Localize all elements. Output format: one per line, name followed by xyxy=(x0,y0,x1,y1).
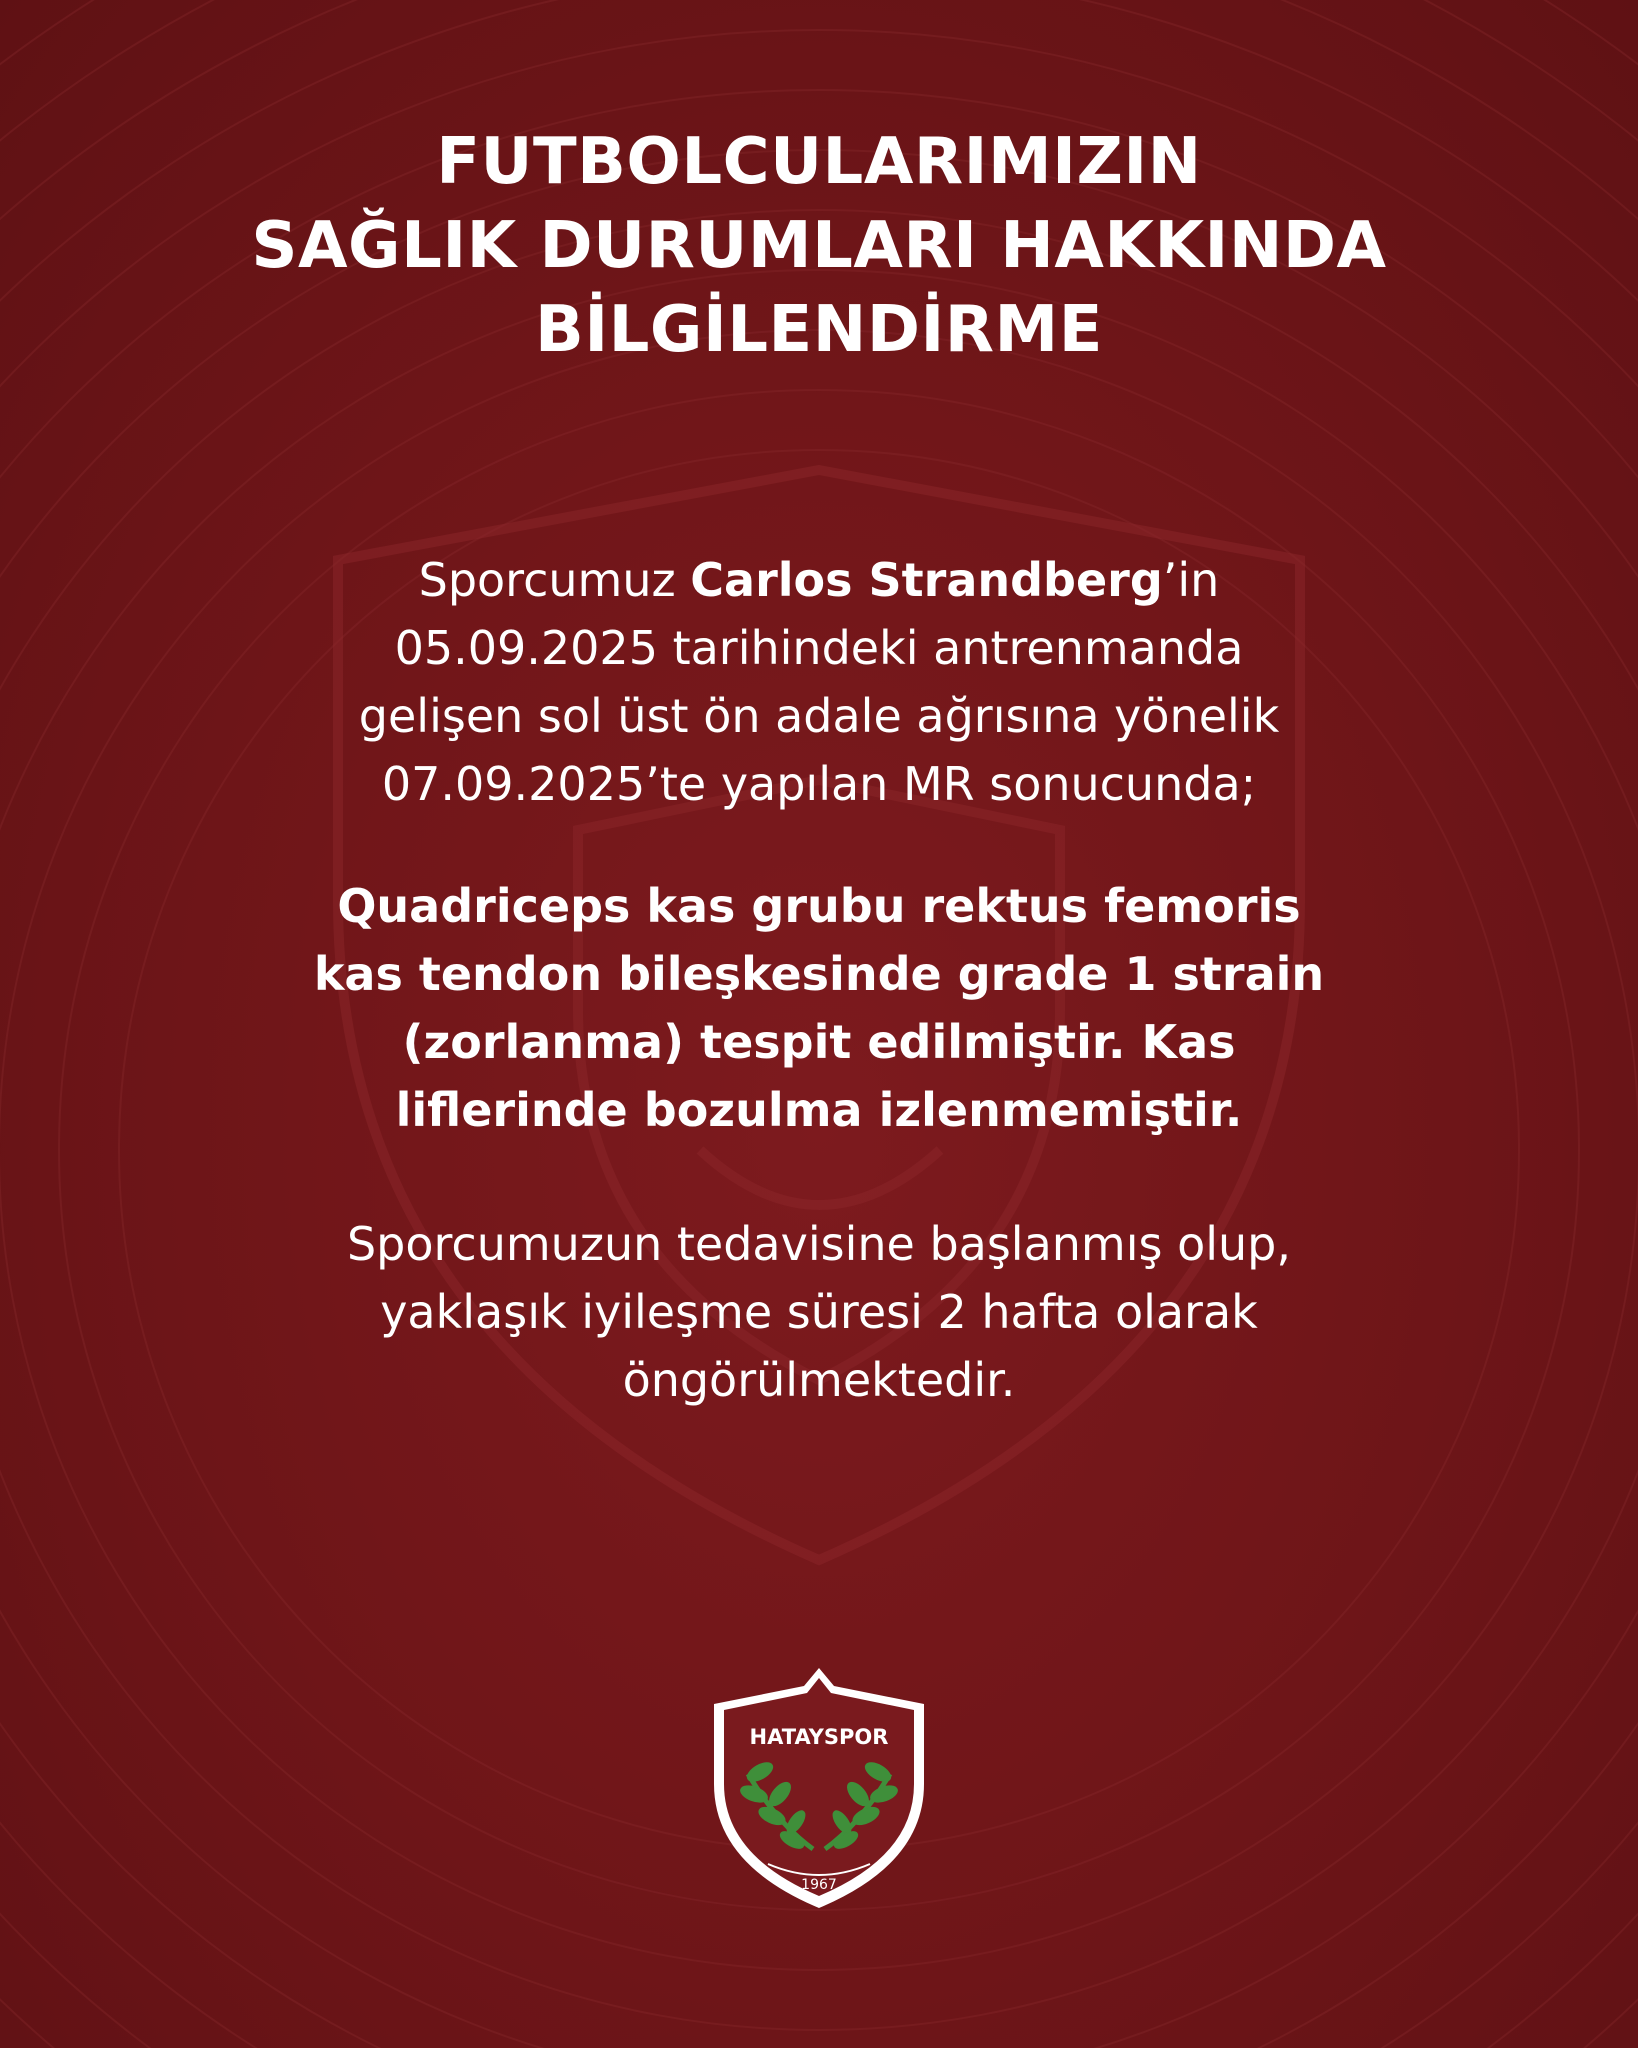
intro-prefix: Sporcumuz xyxy=(418,553,691,607)
paragraph-line: gelişen sol üst ön adale ağrısına yönelik xyxy=(358,689,1280,743)
shield-icon xyxy=(708,1664,930,1912)
paragraph-line: 07.09.2025’te yapılan MR sonucunda; xyxy=(381,757,1257,811)
paragraph-line: öngörülmektedir. xyxy=(622,1353,1016,1407)
paragraph-line: yaklaşık iyileşme süresi 2 hafta olarak xyxy=(380,1285,1258,1339)
intro-suffix: ’in xyxy=(1162,553,1220,607)
title-line: SAĞLIK DURUMLARI HAKKINDA xyxy=(251,209,1387,283)
paragraph-line: kas tendon bileşkesinde grade 1 strain xyxy=(313,947,1325,1001)
injury-intro-paragraph xyxy=(0,546,1638,818)
club-logo xyxy=(708,1664,930,1912)
paragraph-line: Quadriceps kas grubu rektus femoris xyxy=(337,879,1301,933)
title-line: BİLGİLENDİRME xyxy=(535,293,1103,367)
paragraph-line xyxy=(0,546,1638,614)
player-name: Carlos Strandberg xyxy=(690,553,1163,607)
title-line: FUTBOLCULARIMIZIN xyxy=(436,125,1202,199)
treatment-paragraph xyxy=(0,1210,1638,1414)
diagnosis-paragraph xyxy=(0,872,1638,1144)
paragraph-line: 05.09.2025 tarihindeki antrenmanda xyxy=(394,621,1244,675)
paragraph-line: (zorlanma) tespit edilmiştir. Kas xyxy=(402,1015,1236,1069)
logo-founded-year: 1967 xyxy=(801,1877,837,1893)
page-title xyxy=(0,120,1638,372)
logo-club-name: HATAYSPOR xyxy=(749,1725,889,1749)
paragraph-line: Sporcumuzun tedavisine başlanmış olup, xyxy=(346,1217,1292,1271)
paragraph-line: liflerinde bozulma izlenmemiştir. xyxy=(395,1083,1243,1137)
